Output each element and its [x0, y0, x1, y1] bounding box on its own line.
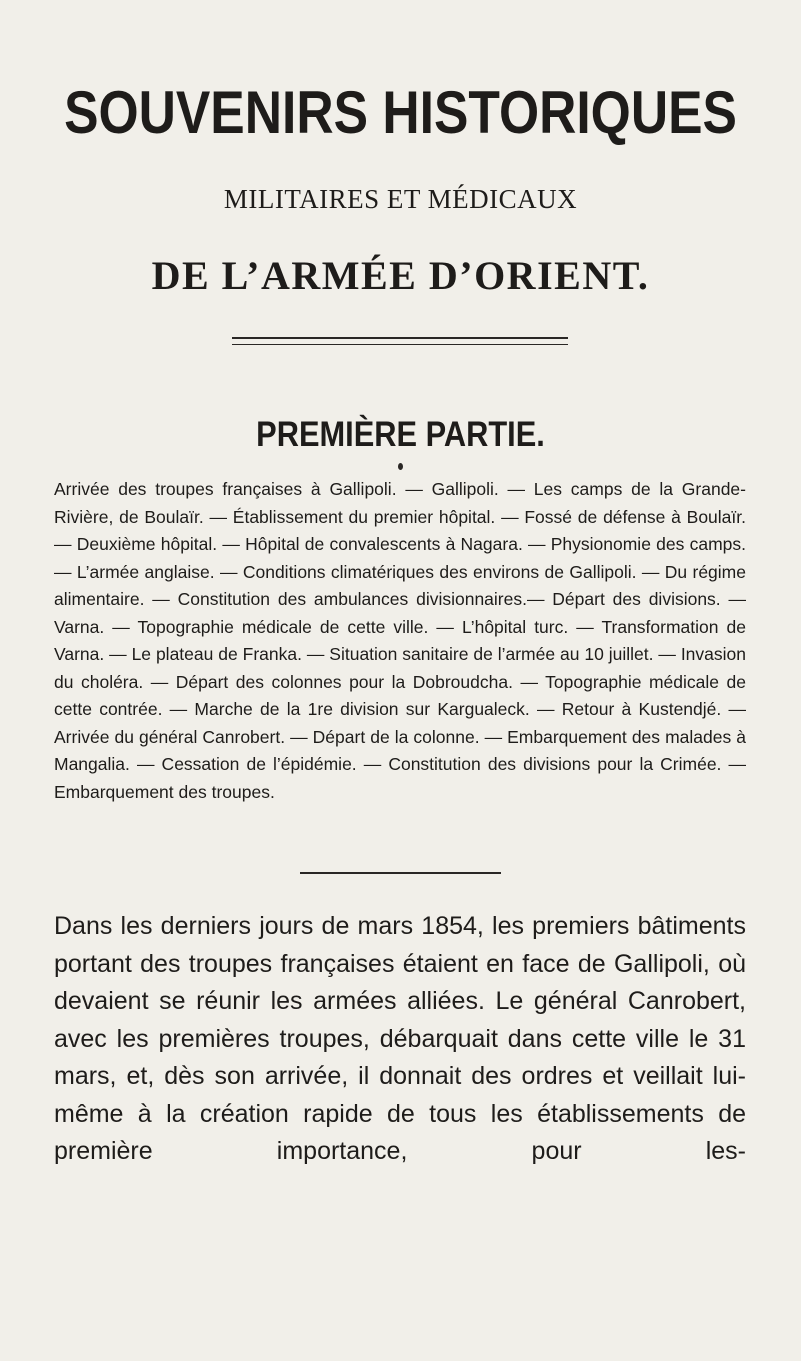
book-subtitle-line-2: DE L’ARMÉE D’ORIENT.	[151, 253, 650, 298]
title-double-rule	[232, 337, 568, 345]
book-title: SOUVENIRS HISTORIQUES	[64, 79, 737, 146]
ornament-dot	[398, 463, 403, 470]
body-paragraph: Dans les derniers jours de mars 1854, les premiers bâtiments portant des troupes françaises étaient en face de Gallipoli, où devaient se réunir les armées alliées. Le général Canrobert, avec les premières troupes, débarquait dans cette ville le 31 mars, et, dès son arrivée, il donnait des ordres et veillait lui-même à la création rapide de tous les établissements de première importance, pour les-	[54, 912, 746, 1165]
chapter-summary: Arrivée des troupes françaises à Gallipoli. — Gallipoli. — Les camps de la Grande-Rivière, de Boulaïr. — Établissement du premier hôpital. — Fossé de défense à Boulaïr. — Deuxième hôpital. — Hôpital de convalescents à Nagara. — Physionomie des camps. — L’armée anglaise. — Conditions climatériques des environs de Gallipoli. — Du régime alimentaire. — Constitution des ambulances divisionnaires.— Départ des divisions. — Varna. — Topographie médicale de cette ville. — L’hôpital turc. — Transformation de Varna. — Le plateau de Franka. — Situation sanitaire de l’armée au 10 juillet. — Invasion du choléra. — Départ des colonnes pour la Dobroudcha. — Topographie médicale de cette contrée. — Marche de la 1re division sur Kargualeck. — Retour à Kustendjé. — Arrivée du général Canrobert. — Départ de la colonne. — Embarquement des malades à Mangalia. — Cessation de l’épidémie. — Constitution des divisions pour la Crimée. — Embarquement des troupes.	[54, 479, 746, 802]
section-rule	[300, 872, 501, 874]
book-subtitle: MILITAIRES ET MÉDICAUX	[223, 184, 578, 214]
part-title: PREMIÈRE PARTIE.	[256, 415, 545, 454]
